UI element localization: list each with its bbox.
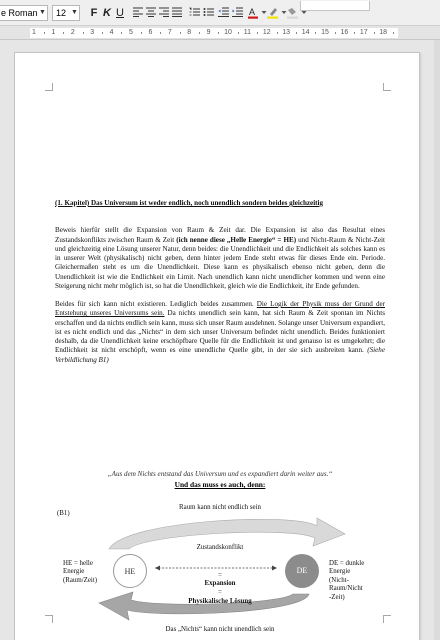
ruler-number: 6 — [148, 29, 153, 36]
ruler-tick — [354, 32, 355, 34]
horizontal-ruler[interactable] — [0, 26, 440, 40]
ruler-tick — [374, 32, 375, 34]
ruler-tick — [335, 32, 336, 34]
ruler-tick — [160, 32, 161, 34]
align-right-icon[interactable] — [158, 6, 170, 20]
ruler-number: 12 — [262, 29, 271, 36]
formatting-toolbar — [0, 0, 440, 26]
ruler-number: 5 — [129, 29, 133, 36]
ruler-number: 18 — [379, 29, 388, 36]
ruler-number: 8 — [187, 29, 192, 36]
conflict-label: Zustandskonflikt — [196, 544, 244, 551]
ruler-tick — [63, 32, 64, 34]
underline-button[interactable]: U — [116, 7, 124, 19]
crop-mark-top-left — [45, 83, 53, 91]
he-circle: HE — [113, 554, 147, 588]
he-description: HE = helle Energie (Raum/Zeit) — [63, 560, 98, 584]
solution-label: Physikalische Lösung — [188, 598, 252, 605]
ruler-track — [30, 28, 398, 38]
crop-mark-top-right — [383, 83, 391, 91]
ruler-tick — [218, 32, 219, 34]
ruler-number: 2 — [70, 29, 75, 36]
vertical-scrollbar[interactable] — [434, 40, 440, 640]
conflict-arrowhead-right — [272, 566, 277, 571]
ruler-tick — [238, 32, 239, 34]
align-center-icon[interactable] — [145, 6, 157, 20]
font-size-dropdown-icon[interactable]: ▼ — [70, 5, 80, 21]
ruler-tick — [393, 32, 394, 34]
ruler-number: 9 — [206, 29, 211, 36]
svg-text:A: A — [249, 7, 256, 17]
expansion-label: Expansion — [204, 580, 236, 587]
diagram-label-b1: (B1) — [57, 510, 70, 517]
ruler-number: 7 — [167, 29, 172, 36]
bottom-arrow-label: Das „Nichts“ kann nicht unendlich sein — [165, 626, 275, 633]
ruler-tick — [121, 32, 122, 34]
ruler-tick — [257, 32, 258, 34]
ruler-tick — [277, 32, 278, 34]
diagram-quote: „Aus dem Nichts entstand das Universum und es expandiert darin weiter aus.“ — [107, 470, 333, 478]
ruler-number: 16 — [340, 29, 349, 36]
ruler-number: 13 — [282, 29, 291, 36]
ruler-number: 17 — [359, 29, 368, 36]
font-name-select[interactable]: e Roman — [0, 5, 46, 21]
diagram-arrows — [55, 470, 385, 640]
align-left-icon[interactable] — [132, 6, 144, 20]
ruler-number: 14 — [301, 29, 310, 36]
ruler-tick — [141, 32, 142, 34]
ruler-number: 4 — [109, 29, 114, 36]
equals-sign-2: = — [218, 589, 222, 596]
crop-mark-bottom-left — [45, 615, 53, 623]
italic-button[interactable]: K — [103, 7, 111, 19]
bold-button[interactable]: F — [90, 7, 98, 19]
ruler-tick — [83, 32, 84, 34]
ruler-tick — [315, 32, 316, 34]
document-body — [55, 199, 385, 365]
ruler-number: 15 — [321, 29, 329, 36]
ruler-tick — [296, 32, 297, 34]
style-field[interactable] — [300, 1, 370, 11]
ruler-number: 10 — [224, 29, 232, 36]
paragraph-2: Beides für sich kann nicht existieren. Lediglich beides zusammen. Die Logik der Physik muss der Grund der Entstehung unseres Universums sein. Da nichts unendlich sein kann, hat sich Raum & Zeit spontan im Nichts erschaffen und da nichts endlich sein kann, muss sich unser Raum ausdehnen. Solange unser Universum expandiert, ist es nicht endlich und das „Nichts“ in dem sich unser Universum befindet nicht unendlich. Beides funktioniert deshalb, da die Unendlichkeit keine erschöpfbare Quelle für die Endlichkeit ist und genauso ist es umgekehrt; die Endlichkeit ist nicht erschöpft, wenn es eine unendliche Quelle gibt, in der sie sich ausbreiten kann. (Siehe Verbildlichung B1) — [55, 300, 386, 364]
ruler-tick — [44, 32, 45, 34]
ruler-number: 3 — [90, 29, 95, 36]
paragraph-1: Beweis hierfür stellt die Expansion von Raum & Zeit dar. Die Expansion ist also das Resultat eines Zustandskonflikts zwischen Raum & Zeit (ich nenne diese „Helle Energie“ = HE) und Nicht-Raum & Nicht-Zeit und gleichzeitig eine Lösung unserer Natur, denn beides: die Unendlichkeit und die Endlichkeit als solches kann es in unserer Welt (physikalisch) nicht geben, denn hinter jedem Ende steht etwas für dieses Ende ein. Periode. Gleichermaßen steht es um die Unendlichkeit. Diese kann es physikalisch ebenso nicht geben, denn die Unendlichkeit ist wie die Endlichkeit ein Limit. Nach unendlich kann nicht unendlicher kommen und wenn eine Steigerung nicht mehr möglich ist, so hat die Unendlichkeit, gleich wie die Endlichkeit, ihr Ende gefunden. — [55, 226, 385, 290]
ruler-tick — [180, 32, 181, 34]
ruler-number: 1 — [51, 29, 56, 36]
chapter-heading: (1. Kapitel) Das Universum ist weder endlich, noch unendlich sondern beides gleichzeitig — [55, 199, 324, 207]
ruler-tick — [102, 32, 103, 34]
de-description: DE = dunkle Energie (Nicht- Raum/Nicht -Zeit) — [329, 560, 365, 601]
diagram-subtitle: Und das muss es auch, denn: — [174, 480, 266, 489]
top-arrow-label: Raum kann nicht endlich sein — [179, 504, 261, 511]
bullet-list-icon[interactable] — [202, 6, 214, 20]
background-color-icon[interactable] — [286, 6, 298, 20]
diagram-b1 — [55, 470, 385, 640]
ruler-number: 1 — [32, 29, 36, 36]
align-justify-icon[interactable] — [171, 6, 183, 20]
font-size-select[interactable]: 12 — [52, 5, 78, 21]
ruler-number: 11 — [243, 29, 252, 36]
conflict-arrowhead-left — [155, 566, 160, 571]
increase-indent-icon[interactable] — [231, 6, 243, 20]
document-page[interactable] — [14, 52, 420, 640]
de-circle: DE — [285, 554, 319, 588]
decrease-indent-icon[interactable] — [217, 6, 229, 20]
equals-sign-1: = — [218, 572, 222, 579]
font-name-dropdown-icon[interactable]: ▼ — [38, 5, 48, 21]
ruler-tick — [199, 32, 200, 34]
numbered-list-icon[interactable] — [188, 6, 200, 20]
highlight-color-icon[interactable] — [266, 6, 278, 20]
